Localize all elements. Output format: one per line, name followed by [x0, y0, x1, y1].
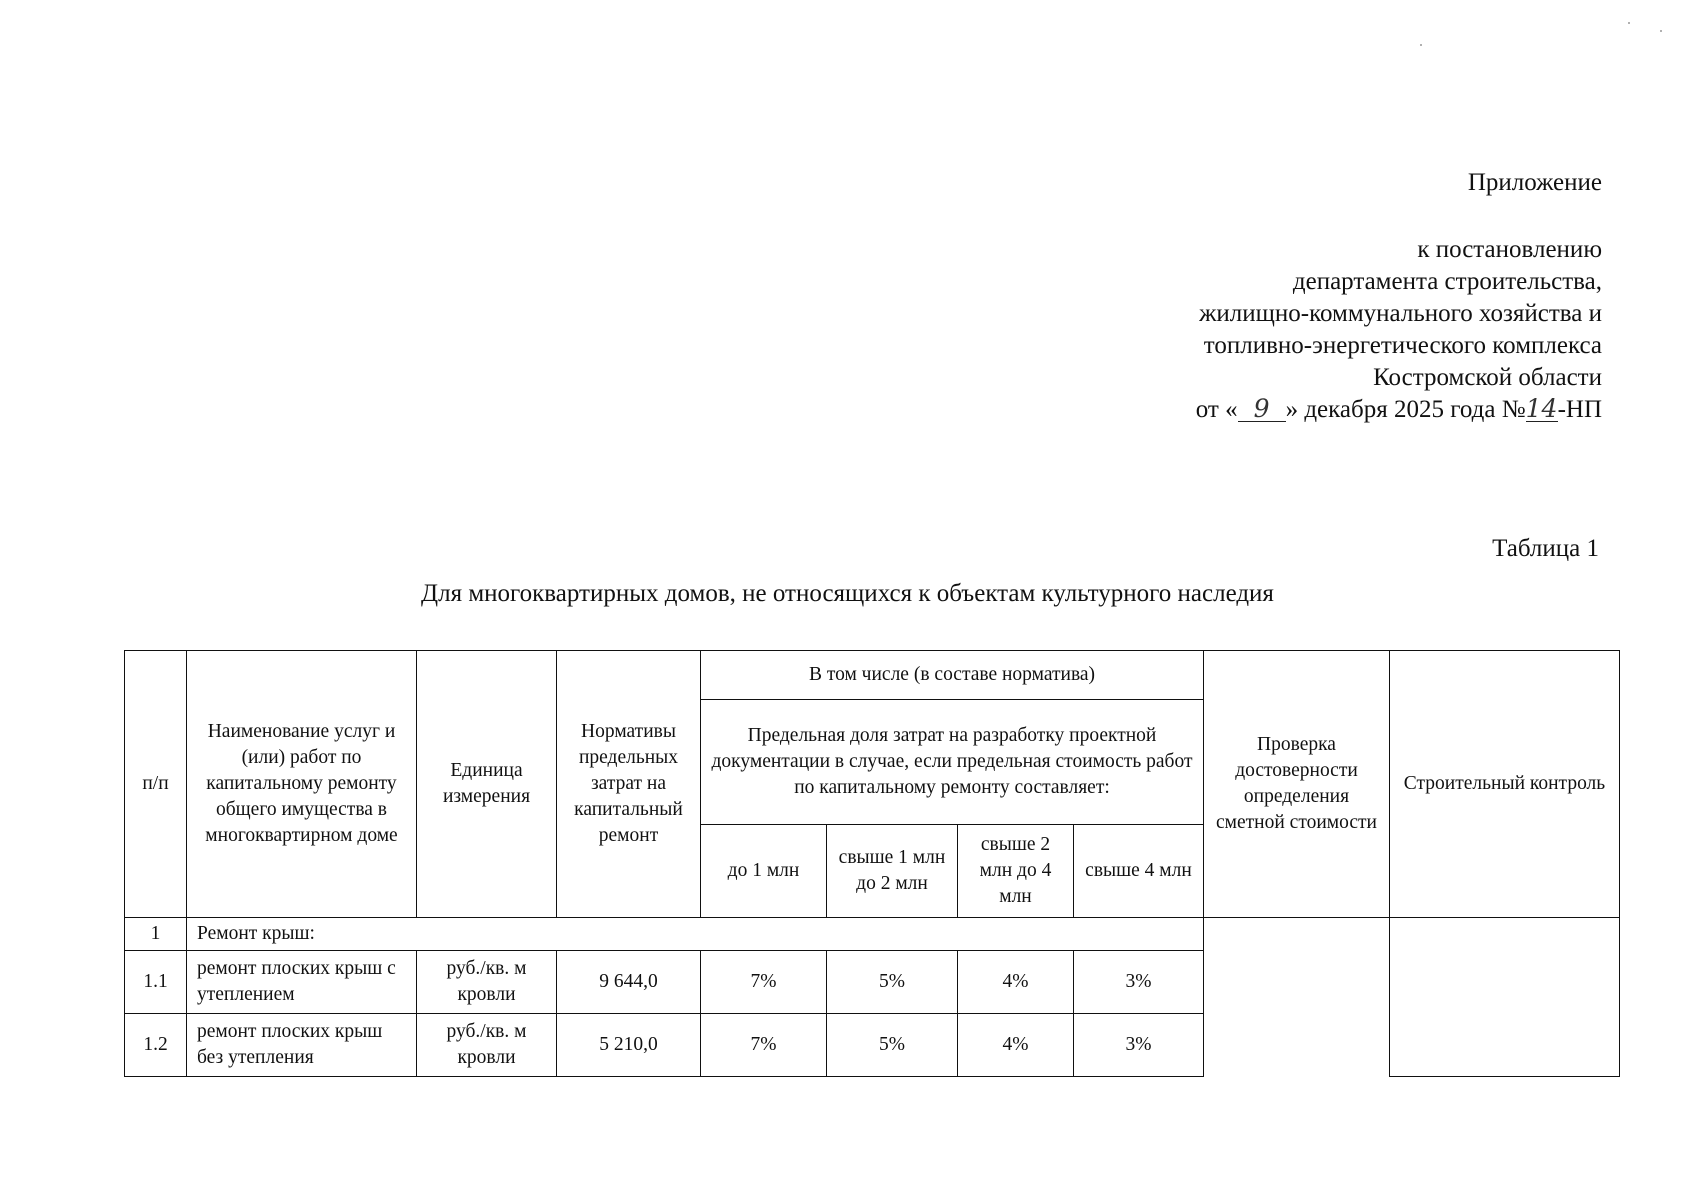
row-name: ремонт плоских крыш с утеплением — [187, 951, 417, 1014]
scan-speck — [1628, 22, 1630, 24]
header-including: В том числе (в составе норматива) — [701, 651, 1204, 700]
header-sub-3: свыше 2 млн до 4 млн — [958, 825, 1074, 918]
header-num: п/п — [125, 651, 187, 918]
row-share-1: 7% — [701, 951, 827, 1014]
header-control: Строительный контроль — [1390, 651, 1620, 918]
reference-line-5: Костромской области — [1373, 364, 1602, 391]
row-share-2: 5% — [827, 951, 958, 1014]
date-middle: » декабря 2025 года № — [1285, 396, 1526, 423]
reference-line-4: топливно-энергетического комплекса — [1203, 332, 1602, 359]
row-name: ремонт плоских крыш без утепления — [187, 1014, 417, 1077]
header-share: Предельная доля затрат на разработку проектной документации в случае, если предельная стоимость работ по капитальному ремонту составляет: — [701, 700, 1204, 825]
row-share-4: 3% — [1074, 951, 1204, 1014]
scan-speck — [1660, 30, 1662, 32]
date-line — [1196, 394, 1602, 426]
row-num: 1.2 — [125, 1014, 187, 1077]
row-norm: 5 210,0 — [557, 1014, 701, 1077]
section-num: 1 — [125, 918, 187, 951]
row-share-2: 5% — [827, 1014, 958, 1077]
handwritten-day: 9 — [1238, 397, 1286, 422]
header-unit: Единица измерения — [417, 651, 557, 918]
table-heading: Для многоквартирных домов, не относящихся к объектам культурного наследия — [421, 580, 1274, 607]
row-share-4: 3% — [1074, 1014, 1204, 1077]
section-name: Ремонт крыш: — [187, 918, 1204, 951]
reference-line-1: к постановлению — [1417, 236, 1602, 263]
row-num: 1.1 — [125, 951, 187, 1014]
table-label: Таблица 1 — [1492, 535, 1599, 562]
header-norm: Нормативы предельных затрат на капитальный ремонт — [557, 651, 701, 918]
header-sub-1: до 1 млн — [701, 825, 827, 918]
handwritten-number: 14 — [1525, 394, 1558, 423]
cost-norms-table — [124, 650, 1620, 1077]
reference-line-2: департамента строительства, — [1292, 268, 1602, 295]
row-share-1: 7% — [701, 1014, 827, 1077]
header-verify: Проверка достоверности определения сметной стоимости — [1204, 651, 1390, 918]
header-sub-4: свыше 4 млн — [1074, 825, 1204, 918]
row-unit: руб./кв. м кровли — [417, 951, 557, 1014]
appendix-reference — [1196, 234, 1602, 426]
date-prefix: от « — [1195, 396, 1238, 423]
verify-empty-cell — [1204, 918, 1390, 1077]
header-sub-2: свыше 1 млн до 2 млн — [827, 825, 958, 918]
scan-speck — [1420, 44, 1422, 46]
doc-suffix: -НП — [1557, 396, 1602, 423]
row-share-3: 4% — [958, 1014, 1074, 1077]
section-row — [125, 918, 1620, 951]
row-share-3: 4% — [958, 951, 1074, 1014]
row-norm: 9 644,0 — [557, 951, 701, 1014]
header-name: Наименование услуг и (или) работ по капитальному ремонту общего имущества в многоквартирном доме — [187, 651, 417, 918]
row-unit: руб./кв. м кровли — [417, 1014, 557, 1077]
control-empty-cell — [1390, 918, 1620, 1077]
reference-line-3: жилищно-коммунального хозяйства и — [1199, 300, 1602, 327]
appendix-title: Приложение — [1467, 169, 1602, 196]
